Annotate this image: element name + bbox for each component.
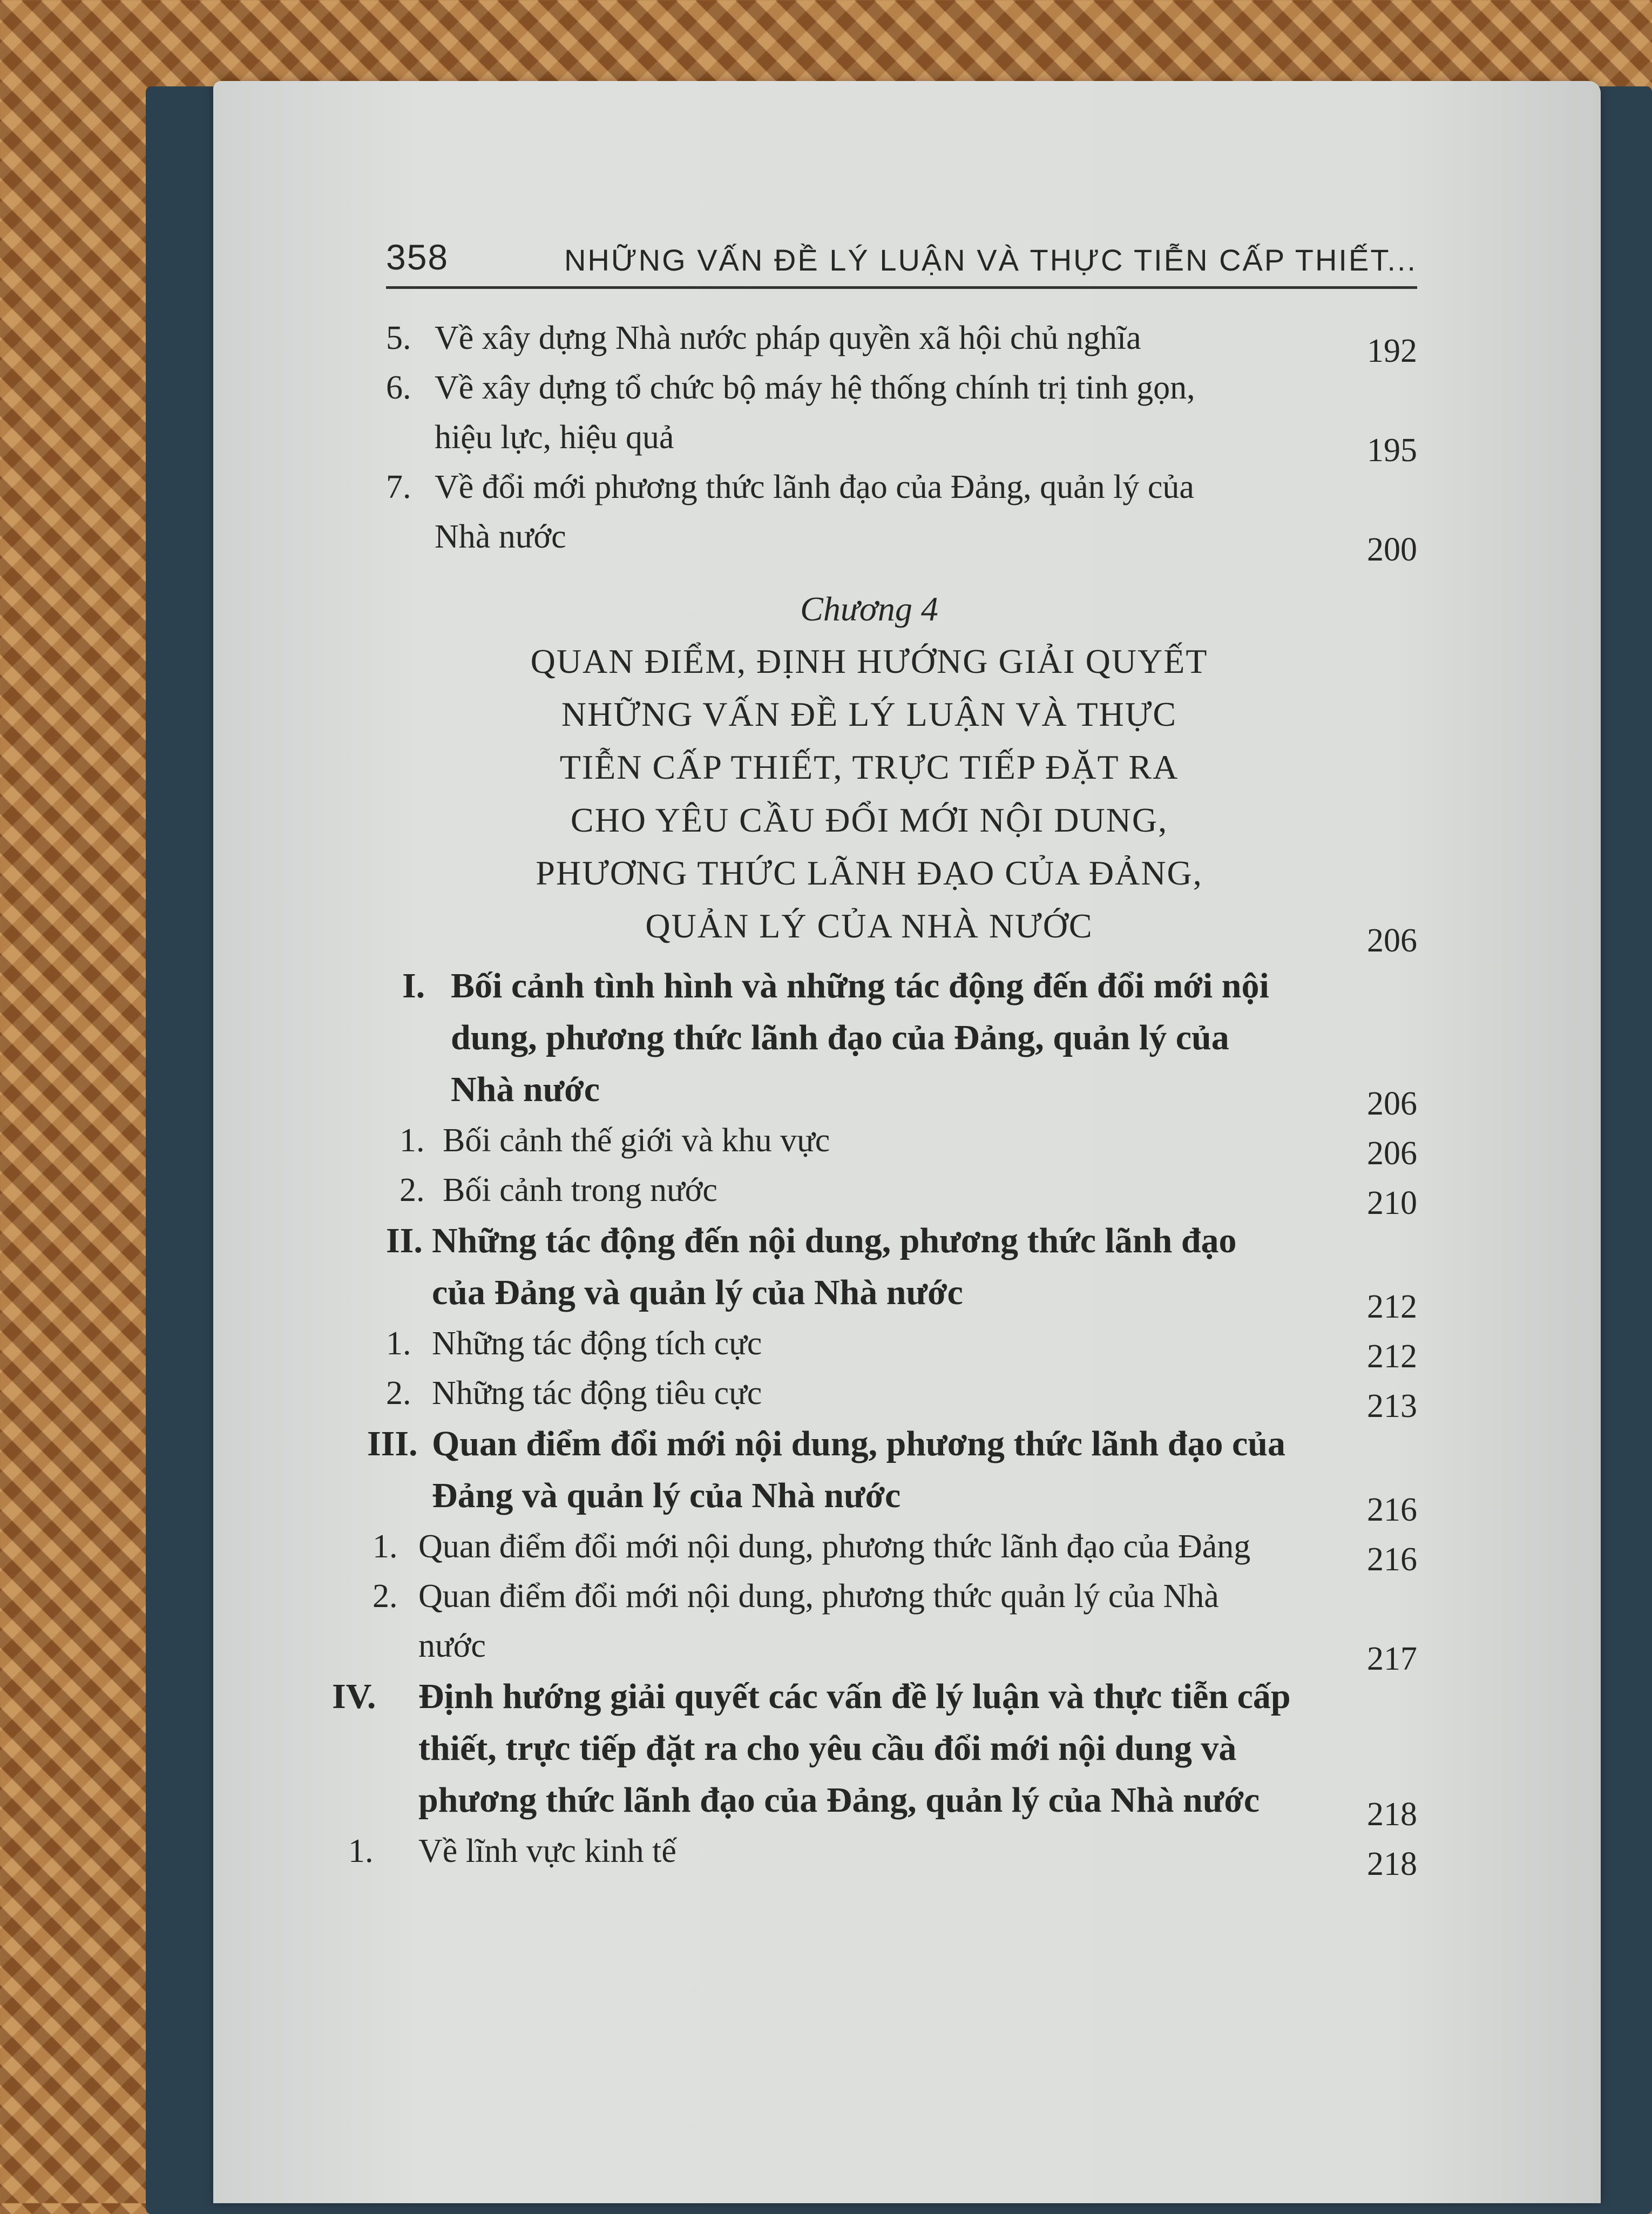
toc-entry	[386, 1165, 1417, 1221]
entry-text: Về đổi mới phương thức lãnh đạo của Đảng, quản lý của Nhà nước	[435, 469, 1194, 555]
entry-page: 213	[1367, 1388, 1417, 1425]
toc-section	[386, 1215, 1417, 1325]
table-of-contents	[332, 313, 1417, 1882]
running-head	[386, 221, 1417, 289]
book-page	[213, 81, 1601, 2203]
toc-entry	[386, 462, 1417, 568]
section-page: 218	[1367, 1796, 1417, 1833]
entry-text: Quan điểm đổi mới nội dung, phương thức lãnh đạo của Đảng	[418, 1528, 1251, 1565]
entry-page: 217	[1367, 1641, 1417, 1677]
entry-number: 7.	[386, 469, 411, 505]
toc-entry	[386, 1319, 1417, 1375]
toc-entry	[386, 1116, 1417, 1172]
entry-page: 195	[1367, 432, 1417, 469]
entry-text: Bối cảnh thế giới và khu vực	[443, 1122, 830, 1159]
section-page: 212	[1367, 1288, 1417, 1325]
entry-number: 5.	[386, 320, 411, 356]
toc-entry	[386, 313, 1417, 369]
entry-text: Những tác động tiêu cực	[432, 1375, 762, 1412]
page-number: 358	[386, 237, 449, 277]
section-text: Quan điểm đổi mới nội dung, phương thức lãnh đạo của Đảng và quản lý của Nhà nước	[432, 1424, 1285, 1515]
entry-page: 210	[1367, 1185, 1417, 1221]
section-number: II.	[386, 1221, 423, 1260]
entry-number: 2.	[373, 1578, 398, 1615]
entry-page: 200	[1367, 531, 1417, 568]
entry-page: 216	[1367, 1541, 1417, 1578]
entry-number: 1.	[400, 1122, 425, 1159]
toc-entry	[386, 1368, 1417, 1425]
chapter-title: QUAN ĐIỂM, ĐỊNH HƯỚNG GIẢI QUYẾT NHỮNG VẤN ĐỀ LÝ LUẬN VÀ THỰC TIỄN CẤP THIẾT, TRỰC TIẾP ĐẶT RA CHO YÊU CẦU ĐỔI MỚI NỘI DUNG, PHƯƠNG THỨC LÃNH ĐẠO CỦA ĐẢNG, QUẢN LÝ CỦA NHÀ NƯỚC	[530, 642, 1208, 945]
entry-number: 1.	[386, 1325, 411, 1362]
section-text: Những tác động đến nội dung, phương thức lãnh đạo của Đảng và quản lý của Nhà nước	[432, 1221, 1237, 1312]
entry-page: 192	[1367, 333, 1417, 369]
chapter-page: 206	[1367, 922, 1417, 959]
toc-section	[367, 1418, 1417, 1528]
entry-text: Về xây dựng Nhà nước pháp quyền xã hội chủ nghĩa	[435, 320, 1141, 356]
section-text: Bối cảnh tình hình và những tác động đến đổi mới nội dung, phương thức lãnh đạo của Đảng, quản lý của Nhà nước	[451, 966, 1269, 1109]
entry-number: 2.	[386, 1375, 411, 1412]
section-number: I.	[402, 966, 425, 1005]
chapter-heading	[386, 583, 1417, 959]
section-number: III.	[367, 1424, 418, 1463]
toc-entry	[348, 1826, 1417, 1882]
toc-entry	[373, 1522, 1417, 1578]
entry-number: 1.	[373, 1528, 398, 1565]
entry-text: Quan điểm đổi mới nội dung, phương thức quản lý của Nhà nước	[418, 1578, 1219, 1664]
section-page: 216	[1367, 1491, 1417, 1528]
entry-number: 1.	[348, 1833, 374, 1869]
toc-entry	[373, 1571, 1417, 1677]
entry-number: 6.	[386, 369, 411, 406]
entry-text: Bối cảnh trong nước	[443, 1172, 717, 1209]
section-page: 206	[1367, 1085, 1417, 1122]
entry-text: Những tác động tích cực	[432, 1325, 762, 1362]
toc-entry	[386, 363, 1417, 469]
entry-text: Về lĩnh vực kinh tế	[418, 1833, 676, 1869]
entry-text: Về xây dựng tổ chức bộ máy hệ thống chính trị tinh gọn, hiệu lực, hiệu quả	[435, 369, 1195, 456]
entry-page: 212	[1367, 1338, 1417, 1375]
entry-page: 218	[1367, 1846, 1417, 1882]
toc-section	[386, 960, 1417, 1122]
running-title: NHỮNG VẤN ĐỀ LÝ LUẬN VÀ THỰC TIỄN CẤP THIẾT...	[564, 243, 1417, 277]
section-text: Định hướng giải quyết các vấn đề lý luận và thực tiễn cấp thiết, trực tiếp đặt ra cho yêu cầu đổi mới nội dung và phương thức lãnh đạo của Đảng, quản lý của Nhà nước	[418, 1677, 1291, 1820]
section-number: IV.	[332, 1677, 376, 1716]
toc-section	[332, 1671, 1417, 1833]
entry-number: 2.	[400, 1172, 425, 1209]
chapter-label: Chương 4	[800, 590, 938, 628]
entry-page: 206	[1367, 1135, 1417, 1172]
